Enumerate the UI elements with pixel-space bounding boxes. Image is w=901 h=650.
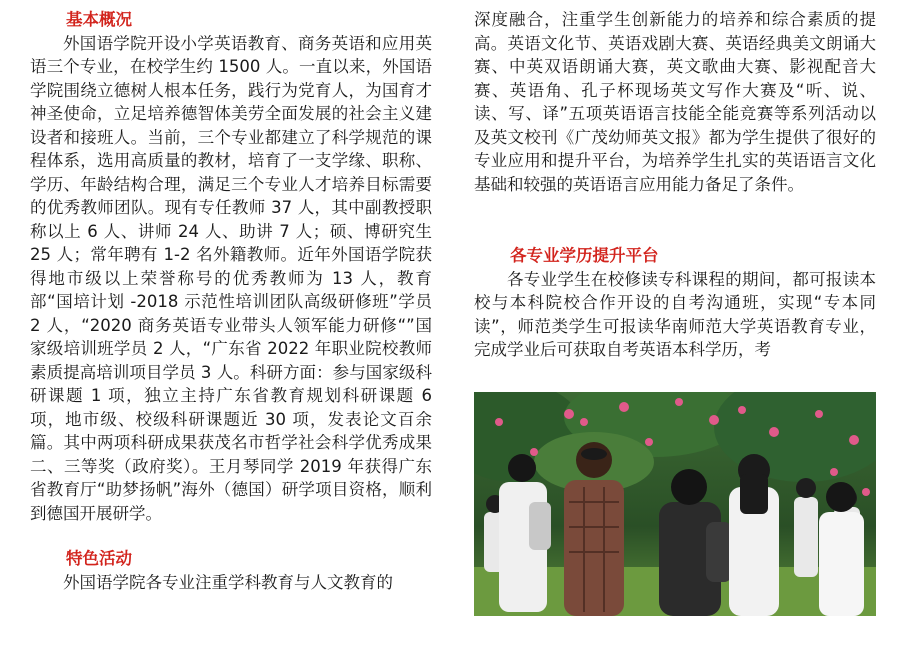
paragraph-featured-activities-cont: 深度融合，注重学生创新能力的培养和综合素质的提高。英语文化节、英语戏剧大赛、英语经典美文朗诵大赛、中英双语朗诵大赛，英文歌曲大赛、影视配音大赛、英语角、孔子杯现场英文写作大赛及“听、说、读、写、译”五项英语语言技能全能竞赛等系列活动以及英文校刊《广茂幼师英文报》都为学生提供了很好的专业应用和提升平台，为培养学生扎实的英语语言文化基础和较强的英语语言应用能力备足了条件。 (474, 10, 876, 194)
paragraph-degree-upgrade: 各专业学生在校修读专科课程的期间，都可报读本校与本科院校合作开设的自考沟通班，实现“专本同读”，师范类学生可报读华南师范大学英语教育专业，完成学业后可获取自考英语本科学历，考 (474, 269, 876, 359)
students-outdoor-photo (474, 392, 876, 616)
photo-illustration (474, 392, 876, 616)
paragraph-basic-overview: 外国语学院开设小学英语教育、商务英语和应用英语三个专业，在校学生约 1500 人。一直以来，外国语学院围绕立德树人根本任务，践行为党育人，为国育才神圣使命，立足培养德智体美劳全面发展的社会主义建设者和接班人。当前，三个专业都建立了科学规范的课程体系，选用高质量的教材，培育了一支学缘、职称、学历、年龄结构合理，满足三个专业人才培养目标需要的优秀教师团队。现有专任教师 37 人，其中副教授职称以上 6 人、讲师 24 人、助讲 7 人；硕、博研究生 25 人；常年聘有 1-2 名外籍教师。近年外国语学院获得地市级以上荣誉称号的优秀教师为 13 人，教育部“国培计划 -2018 示范性培训团队高级研修班”学员 2 人，“2020 商务英语专业带头人领军能力研修“”国家级培训班学员 2 人，“广东省 2022 年职业院校教师素质提高培训项目学员 3 人。科研方面：参与国家级科研课题 1 项，独立主持广东省教育规划科研课题 6 项，地市级、校级科研课题近 30 项，发表论文百余篇。其中两项科研成果获茂名市哲学社会科学优秀成果二、三等奖（政府奖）。王月琴同学 2019 年获得广东省教育厅“助梦扬帆”海外（德国）研学项目资格，顺利到德国开展研学。 (30, 33, 432, 523)
section-heading-featured-activities: 特色活动 (66, 549, 132, 568)
right-column (474, 8, 876, 362)
section-heading-basic-overview: 基本概况 (66, 10, 132, 29)
left-column (30, 8, 432, 594)
section-heading-degree-upgrade: 各专业学历提升平台 (510, 246, 659, 265)
paragraph-featured-activities-start: 外国语学院各专业注重学科教育与人文教育的 (63, 572, 393, 592)
